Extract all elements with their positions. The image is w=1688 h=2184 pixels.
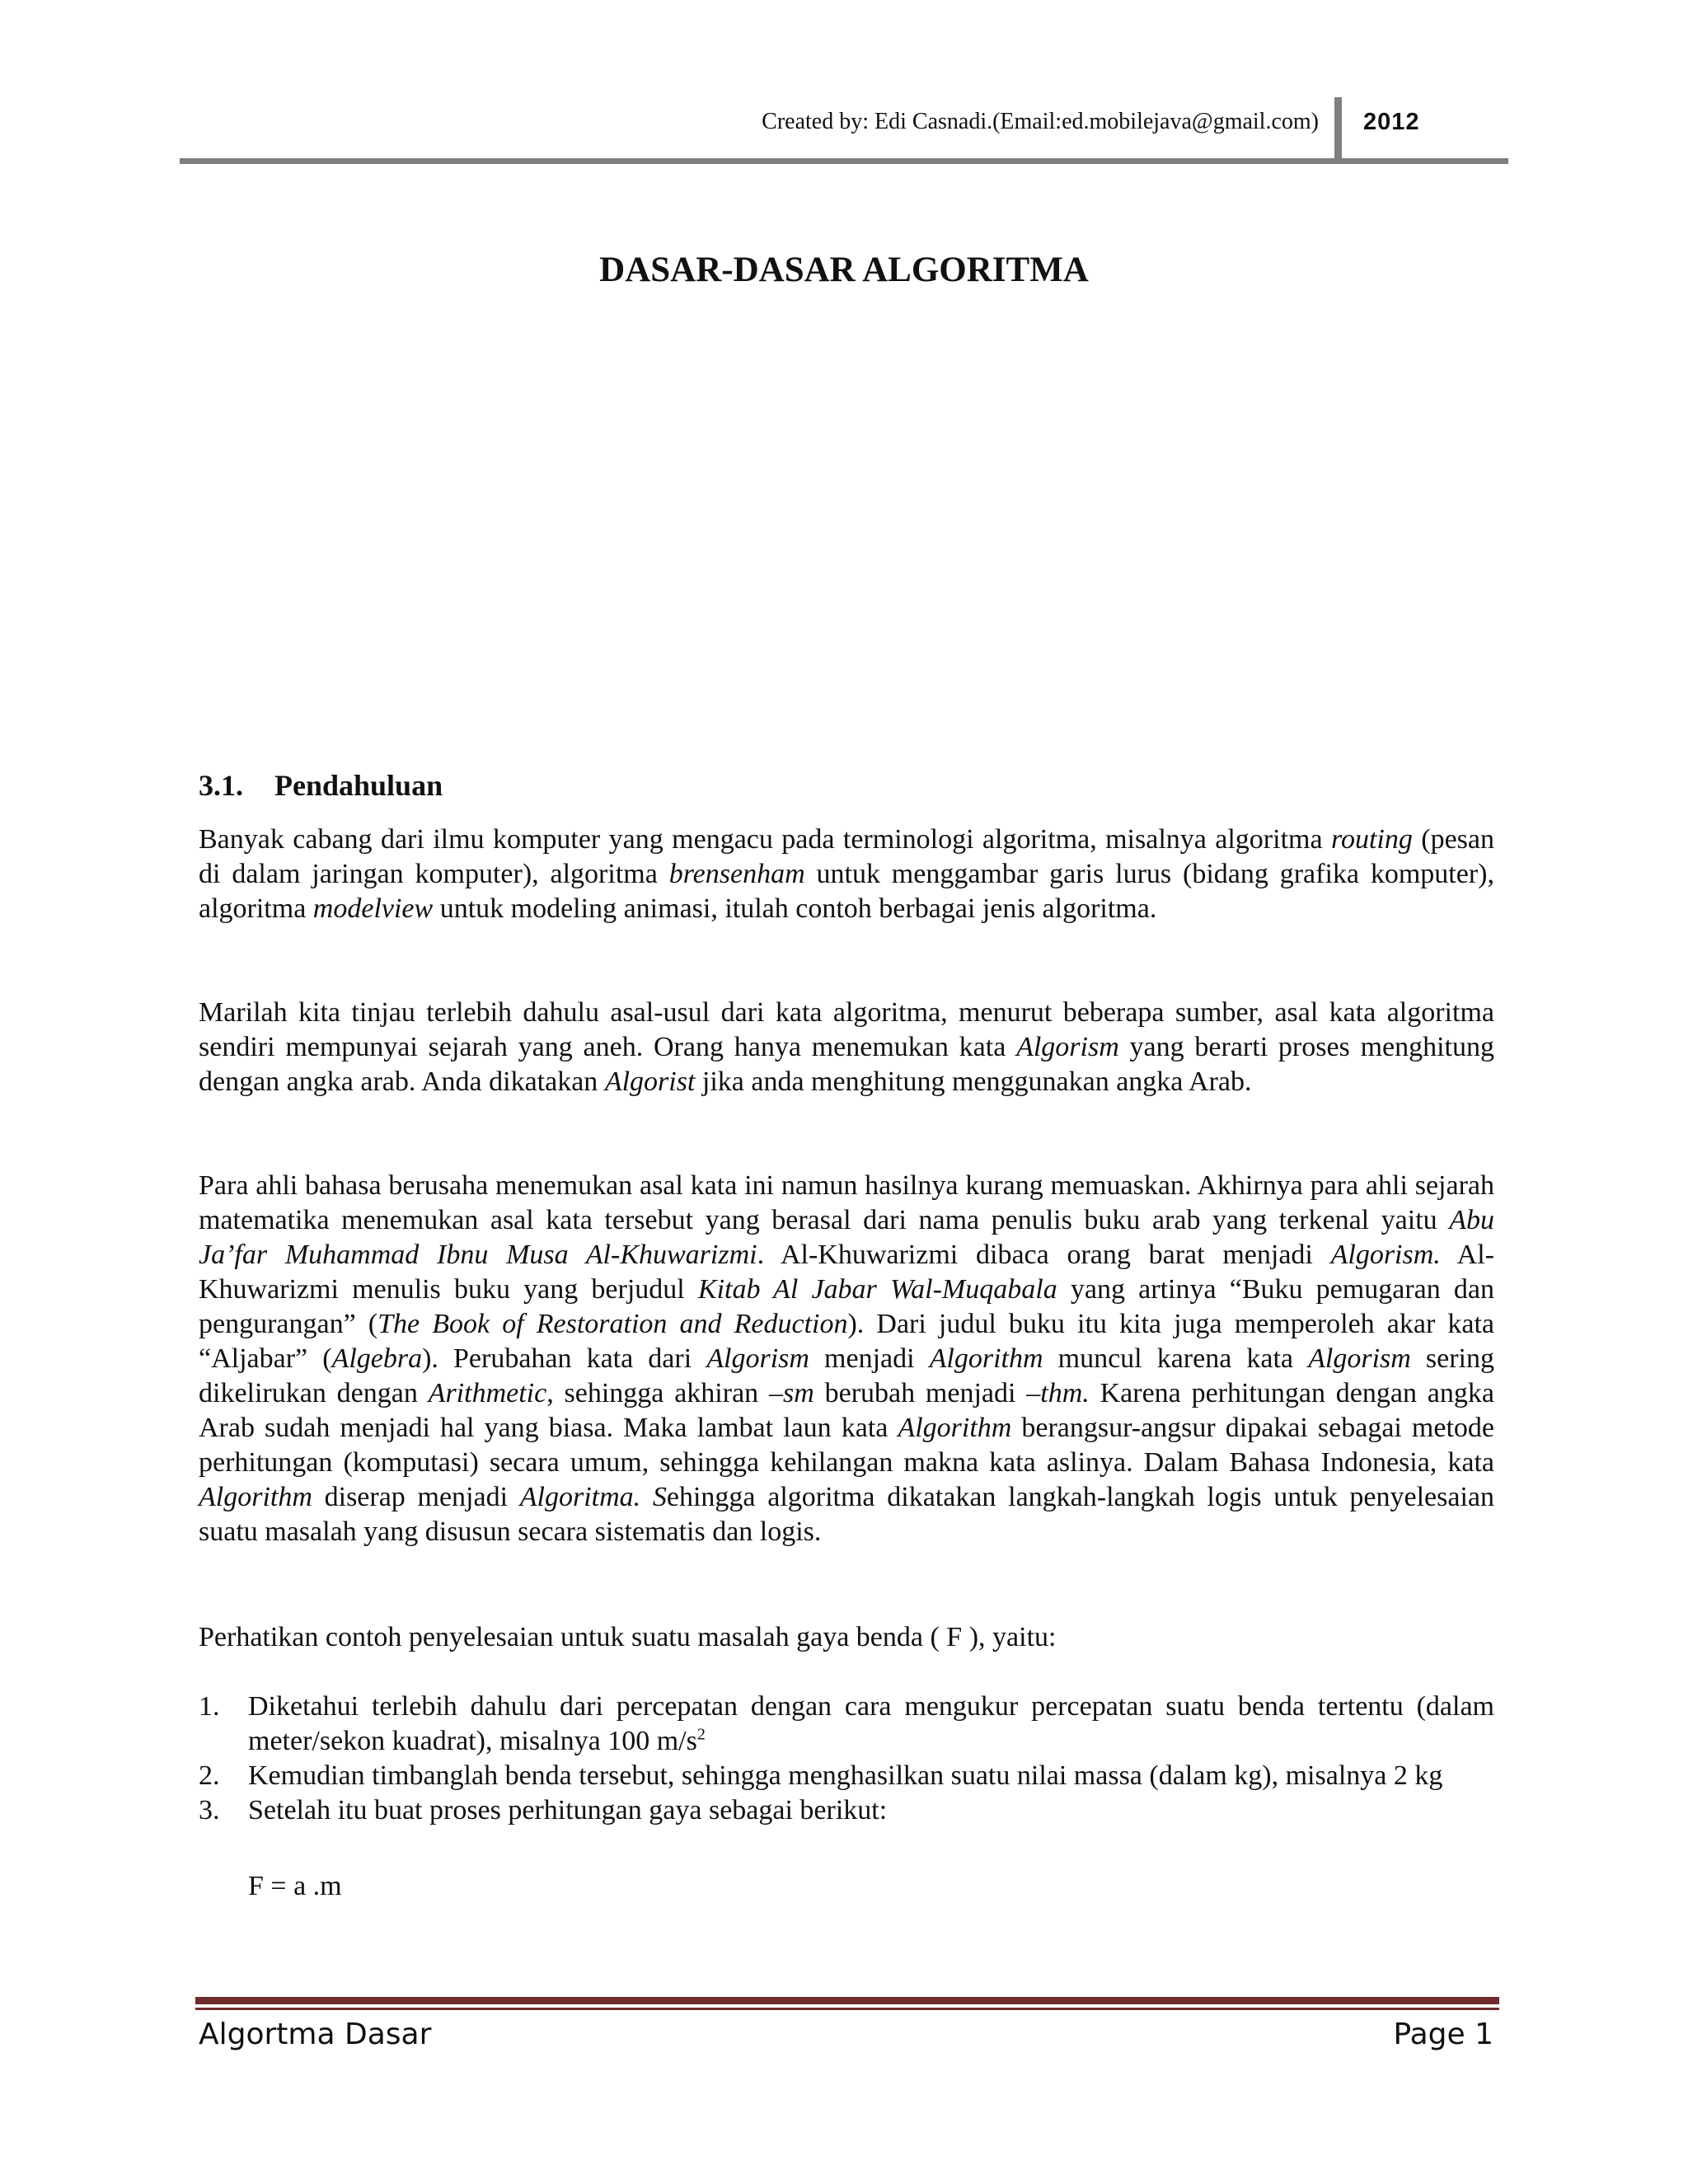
footer-title: Algortma Dasar: [199, 2018, 432, 2051]
italic-term: Algorism: [1308, 1343, 1411, 1374]
italic-term: Algorithm: [929, 1343, 1043, 1374]
text-run: Para ahli bahasa berusaha menemukan asal kata ini namun hasilnya kurang memuaskan. Akhirnya para ahli sejarah matematika menemukan asal kata tersebut yang berasal dari nama penulis buku arab yang terkenal yaitu: [199, 1170, 1494, 1235]
text-run: untuk modeling animasi, itulah contoh berbagai jenis algoritma.: [433, 893, 1157, 924]
list-item-number: 2.: [199, 1760, 220, 1791]
header-rule: [180, 158, 1508, 164]
list-item: [199, 1793, 1494, 1828]
text-run: Banyak cabang dari ilmu komputer yang mengacu pada terminologi algoritma, misalnya algoritma: [199, 824, 1331, 855]
list-item-number: 3.: [199, 1795, 220, 1825]
text-run: untuk menggambar garis lurus (bidang grafika komputer), algoritma: [199, 859, 1494, 924]
text-run: Karena perhitungan dengan angka Arab sudah menjadi hal yang biasa. Maka lambat laun kata: [199, 1378, 1494, 1443]
paragraph: [199, 823, 1494, 926]
text-run: ehingga algoritma dikatakan langkah-langkah logis untuk penyelesaian suatu masalah yang disusun secara sistematis dan logis.: [199, 1482, 1495, 1547]
page-number: Page 1: [1393, 2018, 1493, 2051]
italic-term: The Book of Restoration and Reduction: [377, 1309, 848, 1339]
paragraph: [199, 1620, 1494, 1655]
text-run: (pesan di dalam jaringan komputer), algoritma: [199, 824, 1494, 889]
italic-term: Abu Ja’far Muhammad Ibnu Musa Al-Khuwarizmi: [199, 1205, 1494, 1270]
text-run: Marilah kita tinjau terlebih dahulu asal-usul dari kata algoritma, menurut beberapa sumber, asal kata algoritma sendiri mempunyai sejarah yang aneh. Orang hanya menemukan kata: [199, 997, 1494, 1062]
footer-rule: [195, 1997, 1499, 2004]
section-title: Pendahuluan: [274, 769, 443, 802]
paragraph: [199, 1169, 1494, 1549]
header-divider: [1334, 97, 1342, 162]
text-run: muncul karena kata: [1043, 1343, 1309, 1374]
italic-term: Algorism: [706, 1343, 809, 1374]
list-item: [199, 1690, 1494, 1759]
text-run: berangsur-angsur dipakai sebagai metode perhitungan (komputasi) secara umum, sehingga kehilangan makna kata aslinya. Dalam Bahasa Indonesia, kata: [199, 1413, 1494, 1478]
list-item-text: Diketahui terlebih dahulu dari percepatan dengan cara mengukur percepatan suatu benda tertentu (dalam meter/sekon kuadrat), misalnya 100 m/s: [248, 1691, 1494, 1756]
italic-term: Algebra: [331, 1343, 423, 1374]
italic-term: routing: [1330, 824, 1413, 855]
text-run: berubah menjadi: [814, 1378, 1027, 1408]
text-run: Al-Khuwarizmi menulis buku yang berjudul: [199, 1240, 1494, 1305]
section-number: 3.1.: [199, 769, 243, 802]
italic-term: Algorist: [604, 1066, 696, 1097]
text-run: yang berarti proses menghitung dengan angka arab. Anda dikatakan: [199, 1032, 1495, 1097]
text-run: menjadi: [809, 1343, 930, 1374]
text-run: , sehingga akhiran: [546, 1378, 769, 1408]
list-item-text: Kemudian timbanglah benda tersebut, sehingga menghasilkan suatu nilai massa (dalam kg), misalnya 2 kg: [248, 1760, 1443, 1791]
text-run: jika anda menghitung menggunakan angka Arab.: [695, 1066, 1252, 1097]
text-run: ). Dari judul buku itu kita juga memperoleh akar kata “Aljabar” (: [199, 1309, 1495, 1374]
italic-term: brensenham: [668, 859, 805, 889]
text-run: Perhatikan contoh penyelesaian untuk suatu masalah gaya benda ( F ), yaitu:: [199, 1622, 1057, 1652]
text-run: diserap menjadi: [312, 1482, 520, 1512]
italic-term: Algorithm: [199, 1482, 312, 1512]
list-item: [199, 1759, 1494, 1793]
footer-rule-thin: [195, 2008, 1499, 2010]
section-heading: [199, 765, 443, 806]
italic-term: modelview: [312, 893, 434, 924]
italic-term: –sm: [768, 1378, 814, 1408]
text-run: yang artinya “Buku pemugaran dan pengurangan” (: [199, 1274, 1494, 1339]
italic-term: Kitab Al Jabar Wal-Muqabala: [697, 1274, 1057, 1305]
italic-term: Algoritma. S: [519, 1482, 667, 1512]
text-run: ). Perubahan kata dari: [422, 1343, 707, 1374]
italic-term: Algorithm: [898, 1413, 1012, 1443]
superscript: 2: [696, 1725, 706, 1744]
header-author: Created by: Edi Casnadi.(Email:ed.mobilejava@gmail.com): [762, 109, 1319, 134]
italic-term: Arithmetic: [428, 1378, 547, 1408]
list-item-number: 1.: [199, 1691, 220, 1722]
list-item-text: Setelah itu buat proses perhitungan gaya sebagai berikut:: [248, 1795, 888, 1825]
italic-term: –thm.: [1026, 1378, 1090, 1408]
text-run: sering dikelirukan dengan: [199, 1343, 1494, 1408]
text-run: . Al-Khuwarizmi dibaca orang barat menjadi: [757, 1240, 1331, 1270]
document-title: DASAR-DASAR ALGORITMA: [599, 251, 1089, 289]
steps-list: [199, 1690, 1494, 1828]
formula: F = a .m: [248, 1871, 342, 1901]
header-year: 2012: [1363, 109, 1420, 135]
italic-term: Algorism: [1016, 1032, 1119, 1062]
paragraph: [199, 996, 1494, 1099]
italic-term: Algorism.: [1330, 1240, 1441, 1270]
